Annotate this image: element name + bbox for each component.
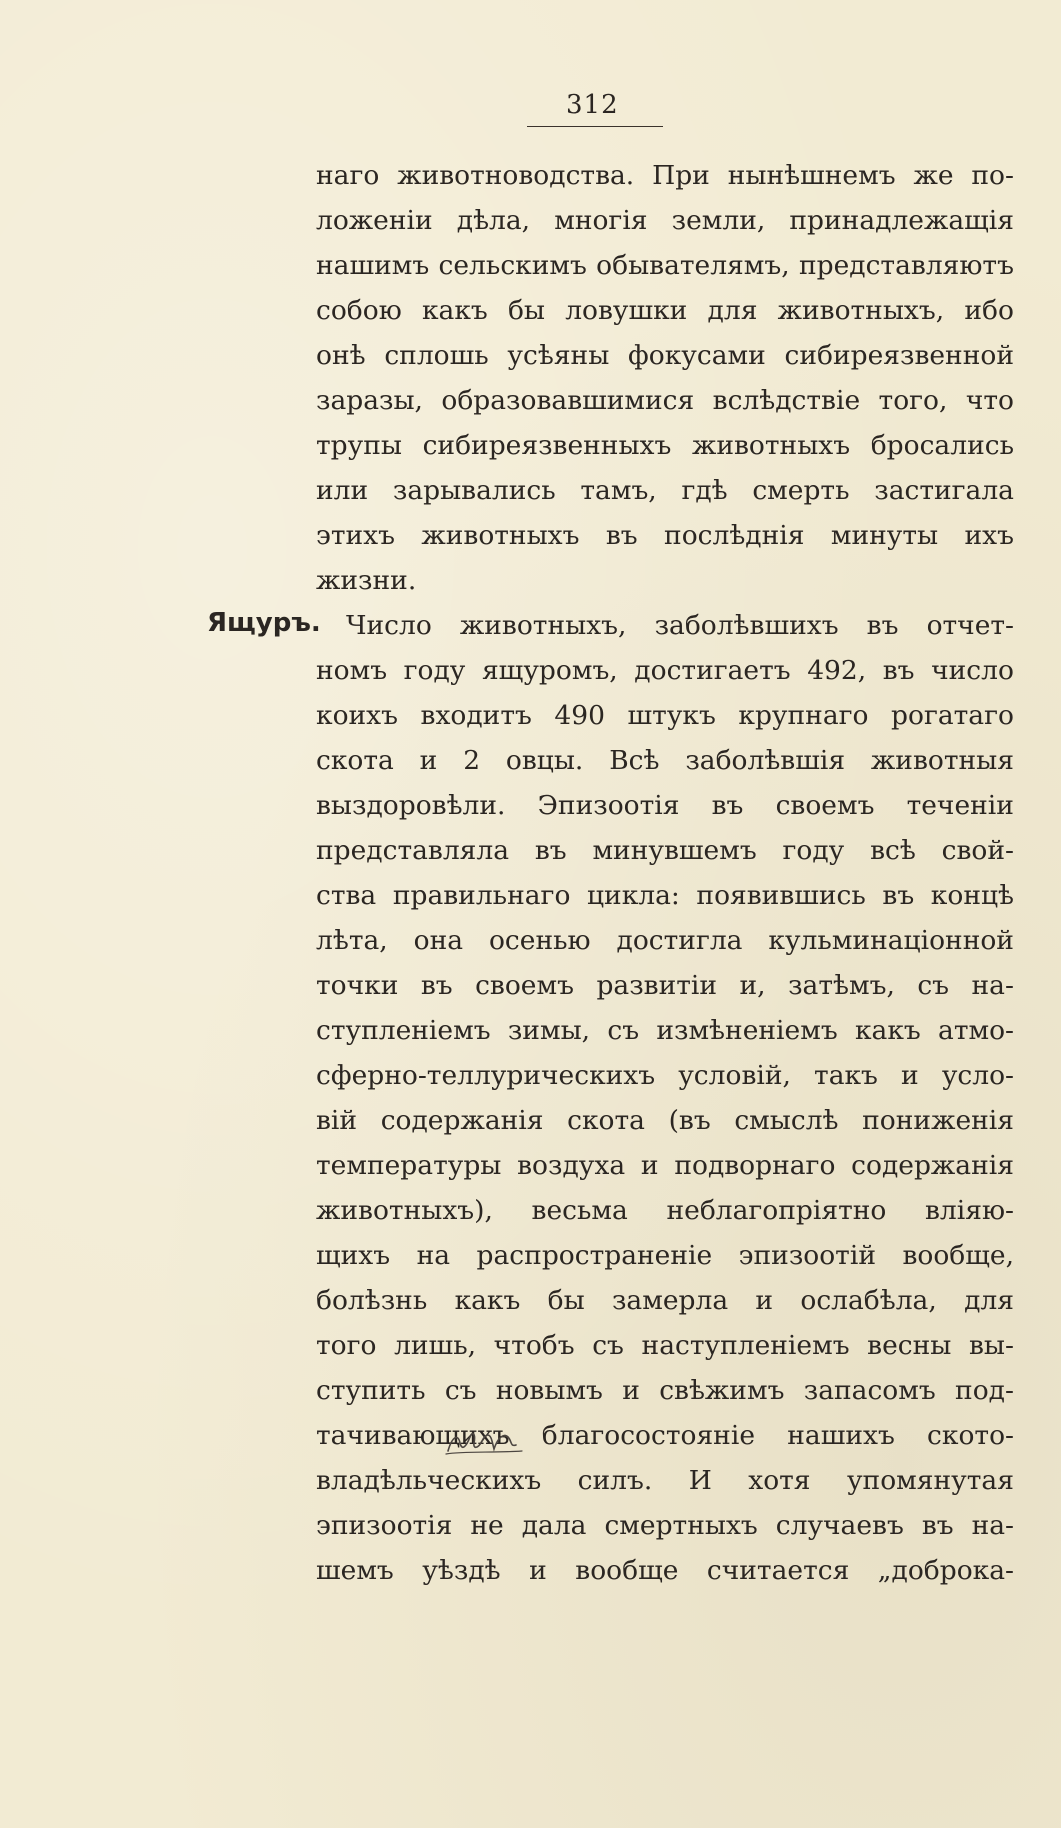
word: заболѣвшихъ <box>654 610 839 641</box>
word: животныя <box>870 745 1014 776</box>
word: владѣльческихъ <box>316 1465 542 1496</box>
word: коихъ <box>316 700 398 731</box>
text-line <box>316 1413 1014 1458</box>
word: концѣ <box>930 880 1014 911</box>
word: многія <box>554 205 648 236</box>
word: и <box>622 1375 640 1406</box>
word: вы- <box>968 1330 1014 1361</box>
word: заболѣвшія <box>685 745 846 776</box>
word: штукъ <box>627 700 716 731</box>
word: съ <box>444 1375 477 1406</box>
word: въ <box>711 790 744 821</box>
text-line <box>316 738 1014 783</box>
word: под- <box>955 1375 1014 1406</box>
word: цикла: <box>587 880 680 911</box>
word: развитіи <box>596 970 718 1001</box>
word: 492, <box>807 655 867 686</box>
word: въ <box>882 880 915 911</box>
word: правильнаго <box>392 880 571 911</box>
word: достигаетъ <box>634 655 791 686</box>
word: и <box>529 1555 547 1586</box>
word: усѣяны <box>507 340 610 371</box>
word: теченіи <box>906 790 1014 821</box>
word: зимы, <box>507 1015 591 1046</box>
word: дала <box>521 1510 587 1541</box>
word: бросались <box>870 430 1014 461</box>
word: или <box>316 475 369 506</box>
word: жизни. <box>316 565 417 596</box>
word: и <box>640 1150 659 1181</box>
word: замерла <box>611 1285 729 1316</box>
word: для <box>707 295 758 326</box>
text-line <box>316 1458 1014 1503</box>
word: смыслѣ <box>734 1105 839 1136</box>
word: входитъ <box>420 700 532 731</box>
word: нашихъ <box>787 1420 895 1451</box>
word: пониженія <box>862 1105 1014 1136</box>
text-line <box>316 1233 1014 1278</box>
word: на- <box>971 1510 1014 1541</box>
word: какъ <box>454 1285 521 1316</box>
word: въ <box>866 610 899 641</box>
word: температуры <box>316 1150 502 1181</box>
word: бы <box>547 1285 585 1316</box>
word: появившись <box>696 880 866 911</box>
word: упомянутая <box>846 1465 1014 1496</box>
word: сплошь <box>384 340 489 371</box>
word: гдѣ <box>681 475 728 506</box>
word: Число <box>346 610 432 641</box>
word: съ <box>607 1015 640 1046</box>
body-text <box>316 153 1014 1593</box>
word: вслѣдствіе <box>712 385 861 416</box>
word: овцы. <box>505 745 584 776</box>
word: и <box>755 1285 774 1316</box>
text-line <box>316 1503 1014 1548</box>
word: эпизоотій <box>738 1240 876 1271</box>
word: (въ <box>668 1105 711 1136</box>
word: фокусами <box>628 340 766 371</box>
word: въ <box>420 970 453 1001</box>
word: представляла <box>316 835 510 866</box>
word: 2 <box>463 745 481 776</box>
word: щихъ <box>316 1240 391 1271</box>
text-line <box>316 468 1014 513</box>
word: случаевъ <box>775 1510 904 1541</box>
text-line <box>316 873 1014 918</box>
word: обывателямъ, <box>596 250 790 281</box>
word: животныхъ <box>691 430 851 461</box>
handwritten-correction <box>444 1427 524 1457</box>
word: застигала <box>874 475 1014 506</box>
word: ложеніи <box>316 205 433 236</box>
text-line <box>316 1323 1014 1368</box>
word: распространеніе <box>476 1240 713 1271</box>
word: что <box>965 385 1014 416</box>
word: вліяю- <box>925 1195 1014 1226</box>
word: силъ. <box>577 1465 653 1496</box>
word: въ <box>882 655 915 686</box>
word: сибиреязвенныхъ <box>422 430 672 461</box>
word: запасомъ <box>803 1375 936 1406</box>
word: ослабѣла, <box>800 1285 937 1316</box>
word: того <box>316 1330 377 1361</box>
side-heading: Ящуръ. <box>207 608 321 638</box>
word: съ <box>592 1330 624 1361</box>
text-line <box>316 963 1014 1008</box>
text-line <box>316 693 1014 738</box>
word: При <box>652 160 710 191</box>
word: выздоровѣли. <box>316 790 506 821</box>
word: всѣ <box>870 835 916 866</box>
word: затѣмъ, <box>788 970 895 1001</box>
word: на- <box>971 970 1014 1001</box>
word: отчет- <box>926 610 1014 641</box>
text-line <box>316 153 1014 198</box>
word: атмо- <box>938 1015 1014 1046</box>
word: хотя <box>748 1465 811 1496</box>
word: животныхъ, <box>777 295 945 326</box>
word: осенью <box>488 925 591 956</box>
text-line <box>316 1008 1014 1053</box>
word: животныхъ, <box>459 610 627 641</box>
word: минуты <box>830 520 939 551</box>
word: Эпизоотія <box>537 790 680 821</box>
text-line <box>316 198 1014 243</box>
text-line <box>316 243 1014 288</box>
text-line <box>316 1098 1014 1143</box>
word: считается <box>706 1555 850 1586</box>
word: лѣта, <box>316 925 388 956</box>
word: своемъ <box>775 790 875 821</box>
text-line <box>316 918 1014 963</box>
word: нашимъ <box>316 250 430 281</box>
word: она <box>413 925 464 956</box>
text-line <box>316 1143 1014 1188</box>
word: содержанія <box>380 1105 544 1136</box>
text-line <box>316 558 1014 603</box>
word: эпизоотія <box>316 1510 453 1541</box>
word: наго <box>316 160 380 191</box>
word: вій <box>316 1105 358 1136</box>
word: усло- <box>941 1060 1014 1091</box>
text-line <box>316 513 1014 558</box>
word: зарывались <box>392 475 556 506</box>
word: И <box>688 1465 712 1496</box>
word: и, <box>739 970 766 1001</box>
word: трупы <box>316 430 402 461</box>
word: на <box>416 1240 451 1271</box>
word: ступленіемъ <box>316 1015 491 1046</box>
word: шемъ <box>316 1555 394 1586</box>
word: этихъ <box>316 520 395 551</box>
word: не <box>470 1510 504 1541</box>
word: какъ <box>854 1015 921 1046</box>
word: минувшемъ <box>592 835 757 866</box>
word: болѣзнь <box>316 1285 428 1316</box>
word: вообще <box>575 1555 679 1586</box>
word: чтобъ <box>493 1330 575 1361</box>
word: представляютъ <box>798 250 1014 281</box>
word: въ <box>605 520 638 551</box>
word: такъ <box>814 1060 878 1091</box>
text-line <box>316 333 1014 378</box>
word: скота <box>567 1105 645 1136</box>
word: животныхъ <box>421 520 580 551</box>
word: весны <box>867 1330 952 1361</box>
text-line <box>316 828 1014 873</box>
word: образовавшимися <box>441 385 695 416</box>
word: „доброка- <box>877 1555 1014 1586</box>
header-rule <box>527 126 663 127</box>
word: 490 <box>554 700 605 731</box>
word: собою <box>316 295 402 326</box>
word: вообще, <box>902 1240 1014 1271</box>
word: крупнаго <box>738 700 869 731</box>
word: заразы, <box>316 385 423 416</box>
word: онѣ <box>316 340 366 371</box>
word: наступленіемъ <box>641 1330 850 1361</box>
word: по- <box>971 160 1014 191</box>
word: условій, <box>678 1060 791 1091</box>
word: измѣненіемъ <box>656 1015 838 1046</box>
word: ското- <box>927 1420 1014 1451</box>
text-line <box>316 288 1014 333</box>
word: сферно-теллурическихъ <box>316 1060 656 1091</box>
word: смерть <box>752 475 850 506</box>
word: какъ <box>421 295 488 326</box>
word: бы <box>507 295 545 326</box>
word: тамъ, <box>580 475 657 506</box>
word: принадлежащія <box>789 205 1014 236</box>
word: въ <box>534 835 567 866</box>
word: своемъ <box>475 970 574 1001</box>
word: точки <box>316 970 399 1001</box>
word: скота <box>316 745 394 776</box>
text-line <box>316 648 1014 693</box>
word: смертныхъ <box>604 1510 758 1541</box>
text-line <box>316 1368 1014 1413</box>
word: животныхъ), <box>316 1195 493 1226</box>
page-number: 312 <box>566 90 619 120</box>
word: воздуха <box>517 1150 626 1181</box>
text-line <box>316 1053 1014 1098</box>
word: дѣла, <box>456 205 531 236</box>
word: нынѣшнемъ <box>727 160 896 191</box>
text-line <box>316 1278 1014 1323</box>
word: тачивающихъ <box>316 1420 510 1451</box>
word: животноводства. <box>397 160 635 191</box>
word: сельскимъ <box>438 250 587 281</box>
word: ящуромъ, <box>481 655 618 686</box>
word: подворнаго <box>674 1150 836 1181</box>
word: число <box>931 655 1014 686</box>
word: ибо <box>964 295 1014 326</box>
word: земли, <box>671 205 766 236</box>
word: содержанія <box>851 1150 1014 1181</box>
text-line <box>316 423 1014 468</box>
word: кульминаціонной <box>768 925 1014 956</box>
word: году <box>782 835 845 866</box>
word: уѣздѣ <box>422 1555 501 1586</box>
word: для <box>964 1285 1014 1316</box>
text-line <box>316 783 1014 828</box>
word: ства <box>316 880 377 911</box>
word: году <box>403 655 466 686</box>
word: послѣднія <box>664 520 805 551</box>
word: весьма <box>531 1195 628 1226</box>
word: неблагопріятно <box>666 1195 887 1226</box>
word: благосостояніе <box>541 1420 755 1451</box>
word: же <box>913 160 954 191</box>
word: новымъ <box>495 1375 603 1406</box>
word: въ <box>921 1510 954 1541</box>
word: и <box>901 1060 919 1091</box>
word: свой- <box>941 835 1014 866</box>
text-line <box>316 603 1014 648</box>
word: того, <box>878 385 948 416</box>
text-line <box>316 1188 1014 1233</box>
text-line <box>316 378 1014 423</box>
word: достигла <box>616 925 743 956</box>
word: сибиреязвенной <box>784 340 1014 371</box>
word: свѣжимъ <box>659 1375 785 1406</box>
word: лишь, <box>394 1330 477 1361</box>
word: номъ <box>316 655 388 686</box>
text-line <box>316 1548 1014 1593</box>
word: ловушки <box>565 295 688 326</box>
word: рогатаго <box>891 700 1014 731</box>
word: Всѣ <box>609 745 660 776</box>
bleed-through-text <box>250 150 320 1250</box>
word: ихъ <box>964 520 1014 551</box>
word: ступить <box>316 1375 426 1406</box>
word: и <box>419 745 438 776</box>
word: съ <box>917 970 950 1001</box>
